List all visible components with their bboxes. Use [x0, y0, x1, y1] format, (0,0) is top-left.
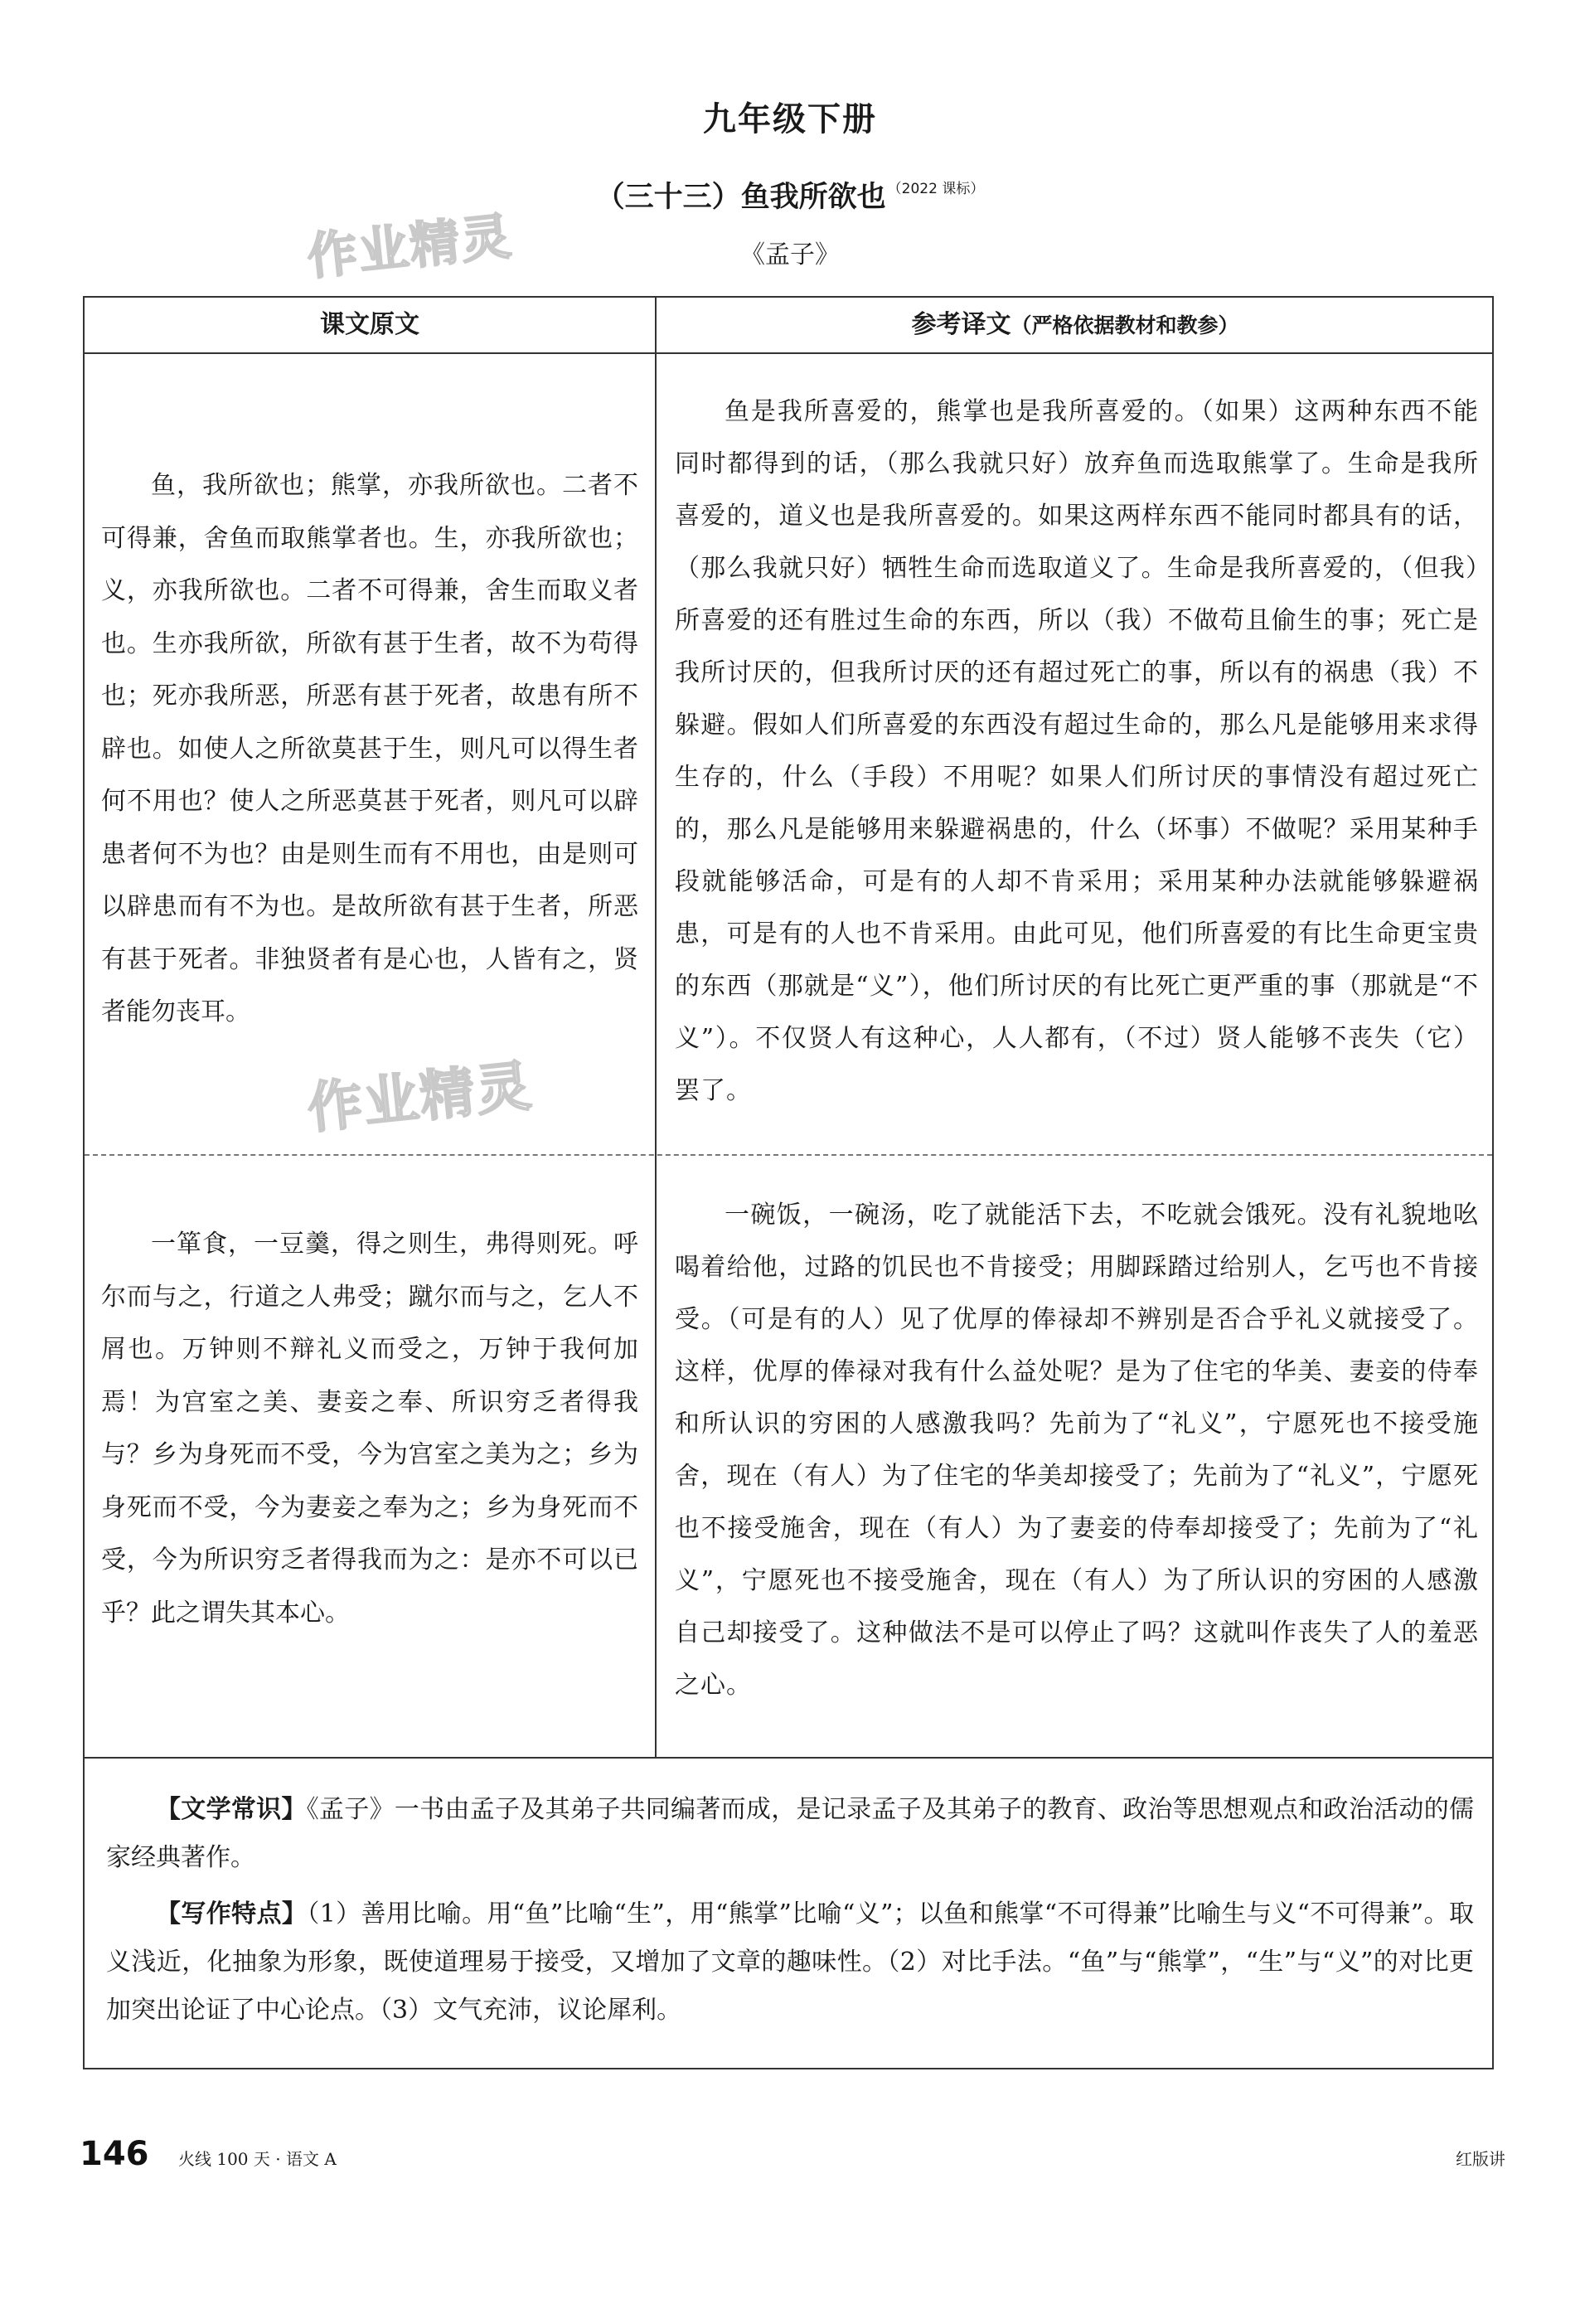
column-header-original: 课文原文 — [320, 310, 419, 339]
writing-features — [106, 1890, 1474, 2035]
literature-tag: 【文学常识】 — [156, 1795, 307, 1824]
original-text-paragraph-1: 鱼，我所欲也；熊掌，亦我所欲也。二者不可得兼，舍鱼而取熊掌者也。生，亦我所欲也；义，亦我所欲也。二者不可得兼，舍生而取义者也。生亦我所欲，所欲有甚于生者，故不为苟得也；死亦我所恶，所恶有甚于死者，故患有所不辟也。如使人之所欲莫甚于生，则凡可以得生者何不用也？使人之所恶莫甚于死者，则凡可以辟患者何不为也？由是则生而有不用也，由是则可以辟患而有不为也。是故所欲有甚于生者，所恶有甚于死者。非独贤者有是心也，人皆有之，贤者能勿丧耳。 — [101, 471, 638, 1026]
original-text-paragraph-2: 一箪食，一豆羹，得之则生，弗得则死。呼尔而与之，行道之人弗受；蹴尔而与之，乞人不屑也。万钟则不辩礼义而受之，万钟于我何加焉！为宫室之美、妻妾之奉、所识穷乏者得我与？乡为身死而不受，今为宫室之美为之；乡为身死而不受，今为妻妾之奉为之；乡为身死而不受，今为所识穷乏者得我而为之：是亦不可以已乎？此之谓失其本心。 — [101, 1230, 638, 1628]
grade-title: 九年级下册 — [703, 100, 877, 138]
watermark-logo: 作业精灵 — [304, 1053, 536, 1141]
book-title: 火线 100 天 · 语文 A — [178, 2149, 337, 2169]
writing-text: （1）善用比喻。用“鱼”比喻“生”，用“熊掌”比喻“义”；以鱼和熊掌“不可得兼”比喻生与义“不可得兼”。取义浅近，化抽象为形象，既使道理易于接受，又增加了文章的趣味性。（2）对比手法。“鱼”与“熊掌”，“生”与“义”的对比更加突出论证了中心论点。（3）文气充沛，议论犀利。 — [106, 1899, 1474, 2025]
watermark-logo: 作业精灵 — [304, 207, 516, 287]
header-divider — [85, 352, 1492, 354]
notes-divider — [85, 1757, 1492, 1759]
literature-knowledge — [106, 1786, 1474, 1882]
lesson-title — [0, 174, 1580, 216]
column-header-translation-label: 参考译文 — [911, 310, 1011, 339]
lesson-title-text: （三十三）鱼我所欲也 — [595, 181, 886, 214]
page-number: 146 — [80, 2135, 149, 2173]
column-divider — [655, 298, 657, 1757]
translation-paragraph-1: 鱼是我所喜爱的，熊掌也是我所喜爱的。（如果）这两种东西不能同时都得到的话，（那么我就只好）放弃鱼而选取熊掌了。生命是我所喜爱的，道义也是我所喜爱的。如果这两样东西不能同时都具有的话，（那么我就只好）牺牲生命而选取道义了。生命是我所喜爱的，（但我）所喜爱的还有胜过生命的东西，所以（我）不做苟且偷生的事；死亡是我所讨厌的，但我所讨厌的还有超过死亡的事，所以有的祸患（我）不躲避。假如人们所喜爱的东西没有超过生命的，那么凡是能够用来求得生存的，什么（手段）不用呢？如果人们所讨厌的事情没有超过死亡的，那么凡是能够用来躲避祸患的，什么（坏事）不做呢？采用某种手段就能够活命，可是有的人却不肯采用；采用某种办法就能够躲避祸患，可是有的人也不肯采用。由此可见，他们所喜爱的有比生命更宝贵的东西（那就是“义”），他们所讨厌的有比死亡更严重的事（那就是“不义”）。不仅贤人有这种心，人人都有，（不过）贤人能够不丧失（它）罢了。 — [675, 397, 1479, 1105]
text-table — [83, 296, 1494, 2069]
author-source: 《孟子》 — [740, 240, 840, 269]
row-divider-dashed — [85, 1154, 1492, 1156]
edition-label: 红版讲 — [1456, 2149, 1505, 2169]
notes-section — [106, 1786, 1474, 2043]
curriculum-tag: （2022 课标） — [887, 181, 985, 197]
column-header-translation — [657, 298, 1494, 352]
writing-tag: 【写作特点】 — [156, 1899, 308, 1929]
literature-text: 《孟子》一书由孟子及其弟子共同编著而成，是记录孟子及其弟子的教育、政治等思想观点和政治活动的儒家经典著作。 — [106, 1795, 1475, 1872]
translation-paragraph-2: 一碗饭，一碗汤，吃了就能活下去，不吃就会饿死。没有礼貌地吆喝着给他，过路的饥民也不肯接受；用脚踩踏过给别人，乞丐也不肯接受。（可是有的人）见了优厚的俸禄却不辨别是否合乎礼义就接受了。这样，优厚的俸禄对我有什么益处呢？是为了住宅的华美、妻妾的侍奉和所认识的穷困的人感激我吗？先前为了“礼义”，宁愿死也不接受施舍，现在（有人）为了住宅的华美却接受了；先前为了“礼义”，宁愿死也不接受施舍，现在（有人）为了妻妾的侍奉却接受了；先前为了“礼义”，宁愿死也不接受施舍，现在（有人）为了所认识的穷困的人感激自己却接受了。这种做法不是可以停止了吗？这就叫作丧失了人的羞恶之心。 — [675, 1201, 1479, 1700]
column-header-translation-note: （严格依据教材和教参） — [1011, 313, 1239, 337]
